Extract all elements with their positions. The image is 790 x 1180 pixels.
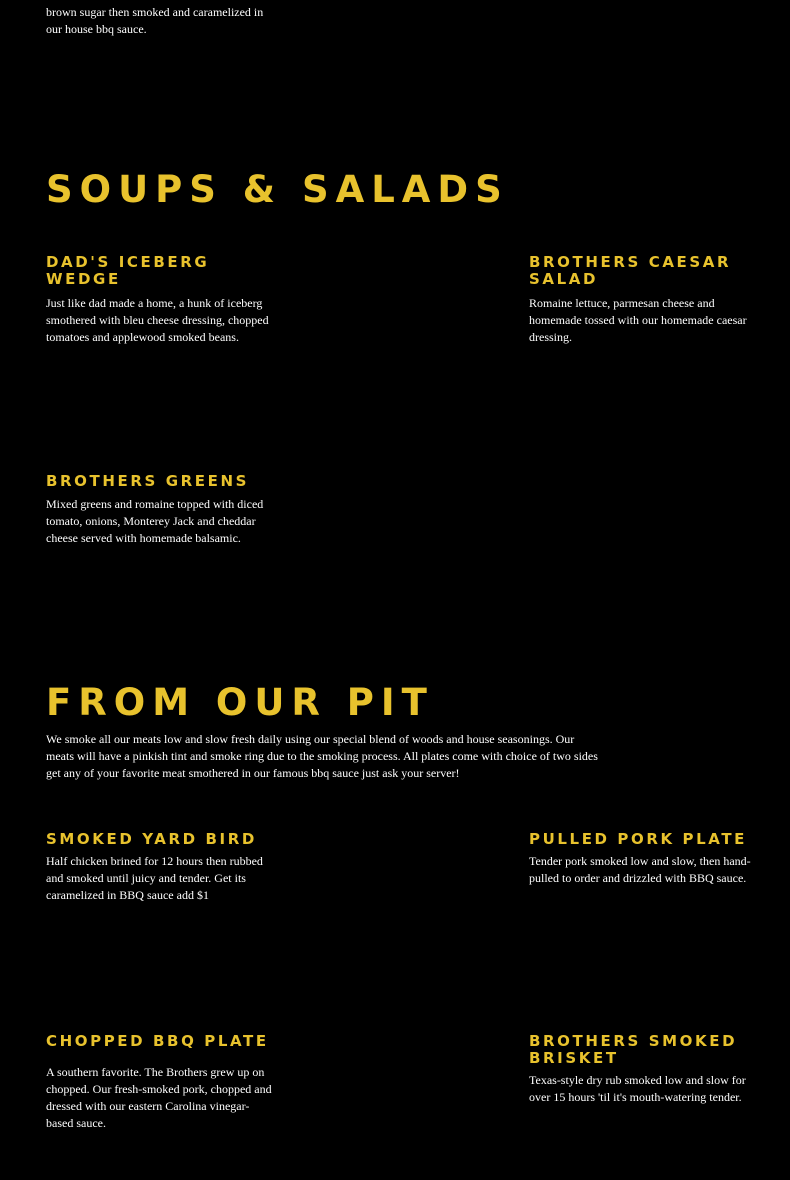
menu-item-smoked-yard-bird — [46, 831, 276, 904]
menu-item-description: Romaine lettuce, parmesan cheese and homemade tossed with our homemade caesar dressing. — [529, 296, 747, 344]
menu-item-chopped-bbq-plate — [46, 1033, 276, 1132]
menu-item-description: Texas-style dry rub smoked low and slow for over 15 hours 'til it's mouth-watering tender. — [529, 1073, 746, 1104]
menu-item-title: BROTHERS SMOKED BRISKET — [529, 1032, 738, 1067]
menu-item-description: Mixed greens and romaine topped with diced tomato, onions, Monterey Jack and cheddar cheese served with homemade balsamic. — [46, 497, 264, 545]
menu-item-title: PULLED PORK PLATE — [529, 830, 748, 848]
menu-item-iceberg-wedge — [46, 254, 278, 346]
section-title-soups-salads: SOUPS & SALADS — [46, 168, 509, 211]
menu-item-title: BROTHERS GREENS — [46, 472, 250, 490]
section-title-from-our-pit: FROM OUR PIT — [46, 681, 434, 724]
menu-item-title: CHOPPED BBQ PLATE — [46, 1032, 269, 1050]
section-intro: We smoke all our meats low and slow fresh daily using our special blend of woods and house seasonings. Our meats will have a pinkish tint and smoke ring due to the smoking process. All plates come with choice of two sides get any of your favorite meat smothered in our famous bbq sauce just ask your server! — [46, 732, 598, 780]
menu-item-brothers-greens — [46, 473, 276, 547]
menu-item-description-fragment: brown sugar then smoked and caramelized in our house bbq sauce. — [46, 5, 264, 36]
menu-item-title: BROTHERS CAESAR SALAD — [529, 253, 732, 288]
menu-item-description: Just like dad made a home, a hunk of iceberg smothered with bleu cheese dressing, chopped tomatoes and applewood smoked beans. — [46, 296, 269, 344]
menu-item-description: Tender pork smoked low and slow, then hand-pulled to order and drizzled with BBQ sauce. — [529, 854, 751, 885]
menu-item-description: Half chicken brined for 12 hours then rubbed and smoked until juicy and tender. Get its caramelized in BBQ sauce add $1 — [46, 854, 263, 902]
menu-item-description: A southern favorite. The Brothers grew up on chopped. Our fresh-smoked pork, chopped and dressed with our eastern Carolina vinegar-based sauce. — [46, 1065, 272, 1130]
menu-item-title: DAD'S ICEBERG WEDGE — [46, 253, 210, 288]
menu-item-smoked-brisket — [529, 1033, 755, 1106]
menu-item-title: SMOKED YARD BIRD — [46, 830, 257, 848]
menu-item-pulled-pork-plate — [529, 831, 755, 887]
menu-item-caesar-salad — [529, 254, 755, 346]
